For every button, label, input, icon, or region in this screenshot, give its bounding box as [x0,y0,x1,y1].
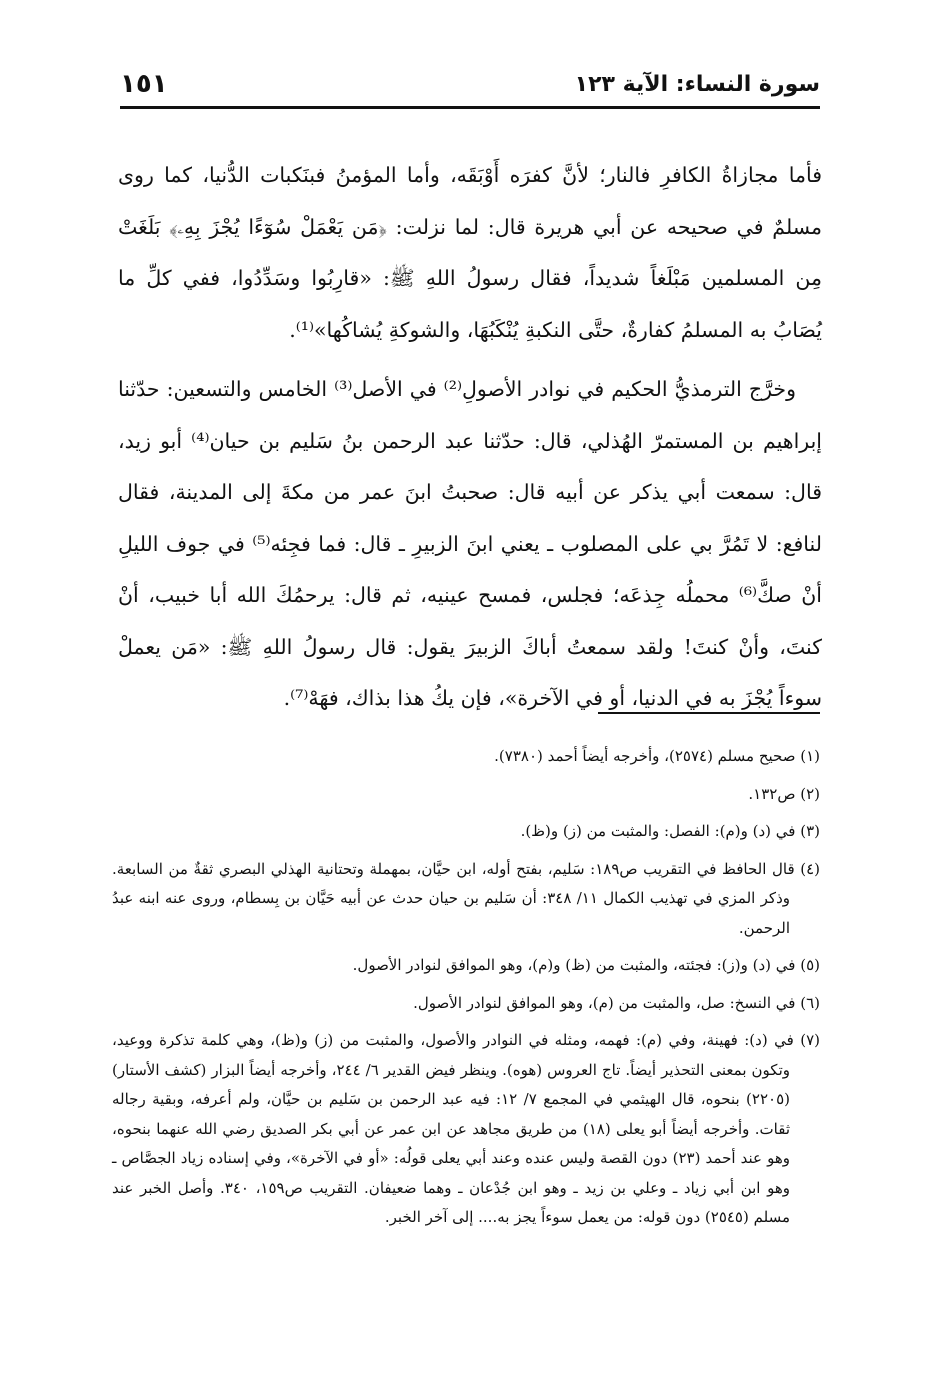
body-paragraph: فأما مجازاةُ الكافرِ فالنار؛ لأنَّ كفرَه أَوْبَقَه، وأما المؤمنُ فبنَكبات الدُّنيا، كما روى مسلمٌ في صحيحه عن أبي هريرة قال: لما نزلت: ﴿مَن يَعْمَلْ سُوٓءًا يُجْزَ بِهِۦ﴾ بَلَغَتْ مِن المسلمين مَبْلَغاً شديداً، فقال رسولُ اللهِ ﷺ: «قارِبُوا وسَدِّدُوا، ففي كلِّ ما يُصَابُ به المسلمُ كفارةٌ، حتَّى النكبةِ يُنْكَبُهَا، والشوكةِ يُشاكُها»⁽¹⁾. [118,163,822,342]
footnote-item: (٣) في (د) و(م): الفصل: والمثبت من (ز) و(ظ). [520,822,820,840]
footnote-item: (٤) قال الحافظ في التقريب ص١٨٩: سَليم، بفتح أوله، ابن حيَّان، بمهملة وتحتانية الهذلي البصري ثقةٌ من السابعة. وذكر المزي في تهذيب الكمال ١١/ ٣٤٨: أن سَليم بن حيان حدث عن أبيه حَيَّان بن بِسطام، وروى عنه ابنه عبدُ الرحمن. [112,859,820,937]
footnote-divider [598,712,820,714]
footnote-item: (٥) في (د) و(ز): فجئته، والمثبت من (ظ) و(م)، وهو الموافق لنوادر الأصول. [352,956,820,974]
running-title: سورة النساء: الآية ١٢٣ [574,71,820,97]
footnote-item: (٦) في النسخ: صل، والمثبت من (م)، وهو الموافق لنوادر الأصول. [413,993,820,1012]
page-number: ١٥١ [120,69,168,99]
page-header [120,62,820,109]
body-paragraph: وخرَّج الترمذيُّ الحكيم في نوادر الأصولِ⁽²⁾ في الأصل⁽³⁾ الخامس والتسعين: حدّثنا إبراهيم بن المستمرّ الهُذلي، قال: حدّثنا عبد الرحمن بنُ سَليم بن حيان⁽⁴⁾ أبو زيد، قال: سمعت أبي يذكر عن أبيه قال: صحبتُ ابنَ عمر من مكةَ إلى المدينة، فقال لنافع: لا تَمُرَّ بي على المصلوب ـ يعني ابنَ الزبيرِ ـ قال: فما فجِئه⁽⁵⁾ في جوف الليلِ أنْ صكَّ⁽⁶⁾ محملُه جِذعَه؛ فجلس، فمسح عينيه، ثم قال: يرحمُكَ الله أبا خبيب، أنْ كنتَ، وأنْ كنتَ! ولقد سمعتُ أباكَ الزبيرَ يقول: قال رسولُ اللهِ ﷺ: «مَن يعملْ سوءاً يُجْزَ به في الدنيا، أو في الآخرة»، فإن يكُ هذا بذاك، فهَهْ⁽⁷⁾. [118,377,823,710]
main-text [118,150,822,733]
footnote-item: (٧) في (د): فهينة، وفي (م): فهمه، ومثله في النوادر والأصول، والمثبت من (ز) و(ظ)، وهي كلمة تذكرة ووعيد، وتكون بمعنى التحذير أيضاً. تاج العروس (هوه). وينظر فيض القدير ٦/ ٢٤٤، وأخرجه أيضاً البزار (كشف الأستار) (٢٢٠٥) بنحوه، قال الهيثمي في المجمع ٧/ ١٢: فيه عبد الرحمن بن سَليم بن حيَّان، ولم أعرفه، وبقية رجاله ثقات. وأخرجه أيضاً أبو يعلى (١٨) من طريق مجاهد عن ابن عمر عن أبي بكر الصديق رضي الله عنهما بنحوه، وهو عند أحمد (٢٣) دون القصة وليس عنده وعند أبي يعلى قولُه: «أو في الآخرة»، وفي إسناده زياد الجصَّاص ـ وهو ابن أبي زياد ـ وعلي بن زيد ـ وهو ابن جُدْعان ـ وهما ضعيفان. التقريب ص١٥٩، ٣٤٠. وأصل الخبر عند مسلم (٢٥٤٥) دون قوله: من يعمل سوءاً يجز به.... إلى آخر الخبر. [112,1031,820,1226]
footnotes-list [112,742,820,1241]
footnote-item: (٢) ص١٣٢. [748,784,820,803]
footnote-item: (١) صحيح مسلم (٢٥٧٤)، وأخرجه أيضاً أحمد (٧٣٨٠). [494,747,820,765]
